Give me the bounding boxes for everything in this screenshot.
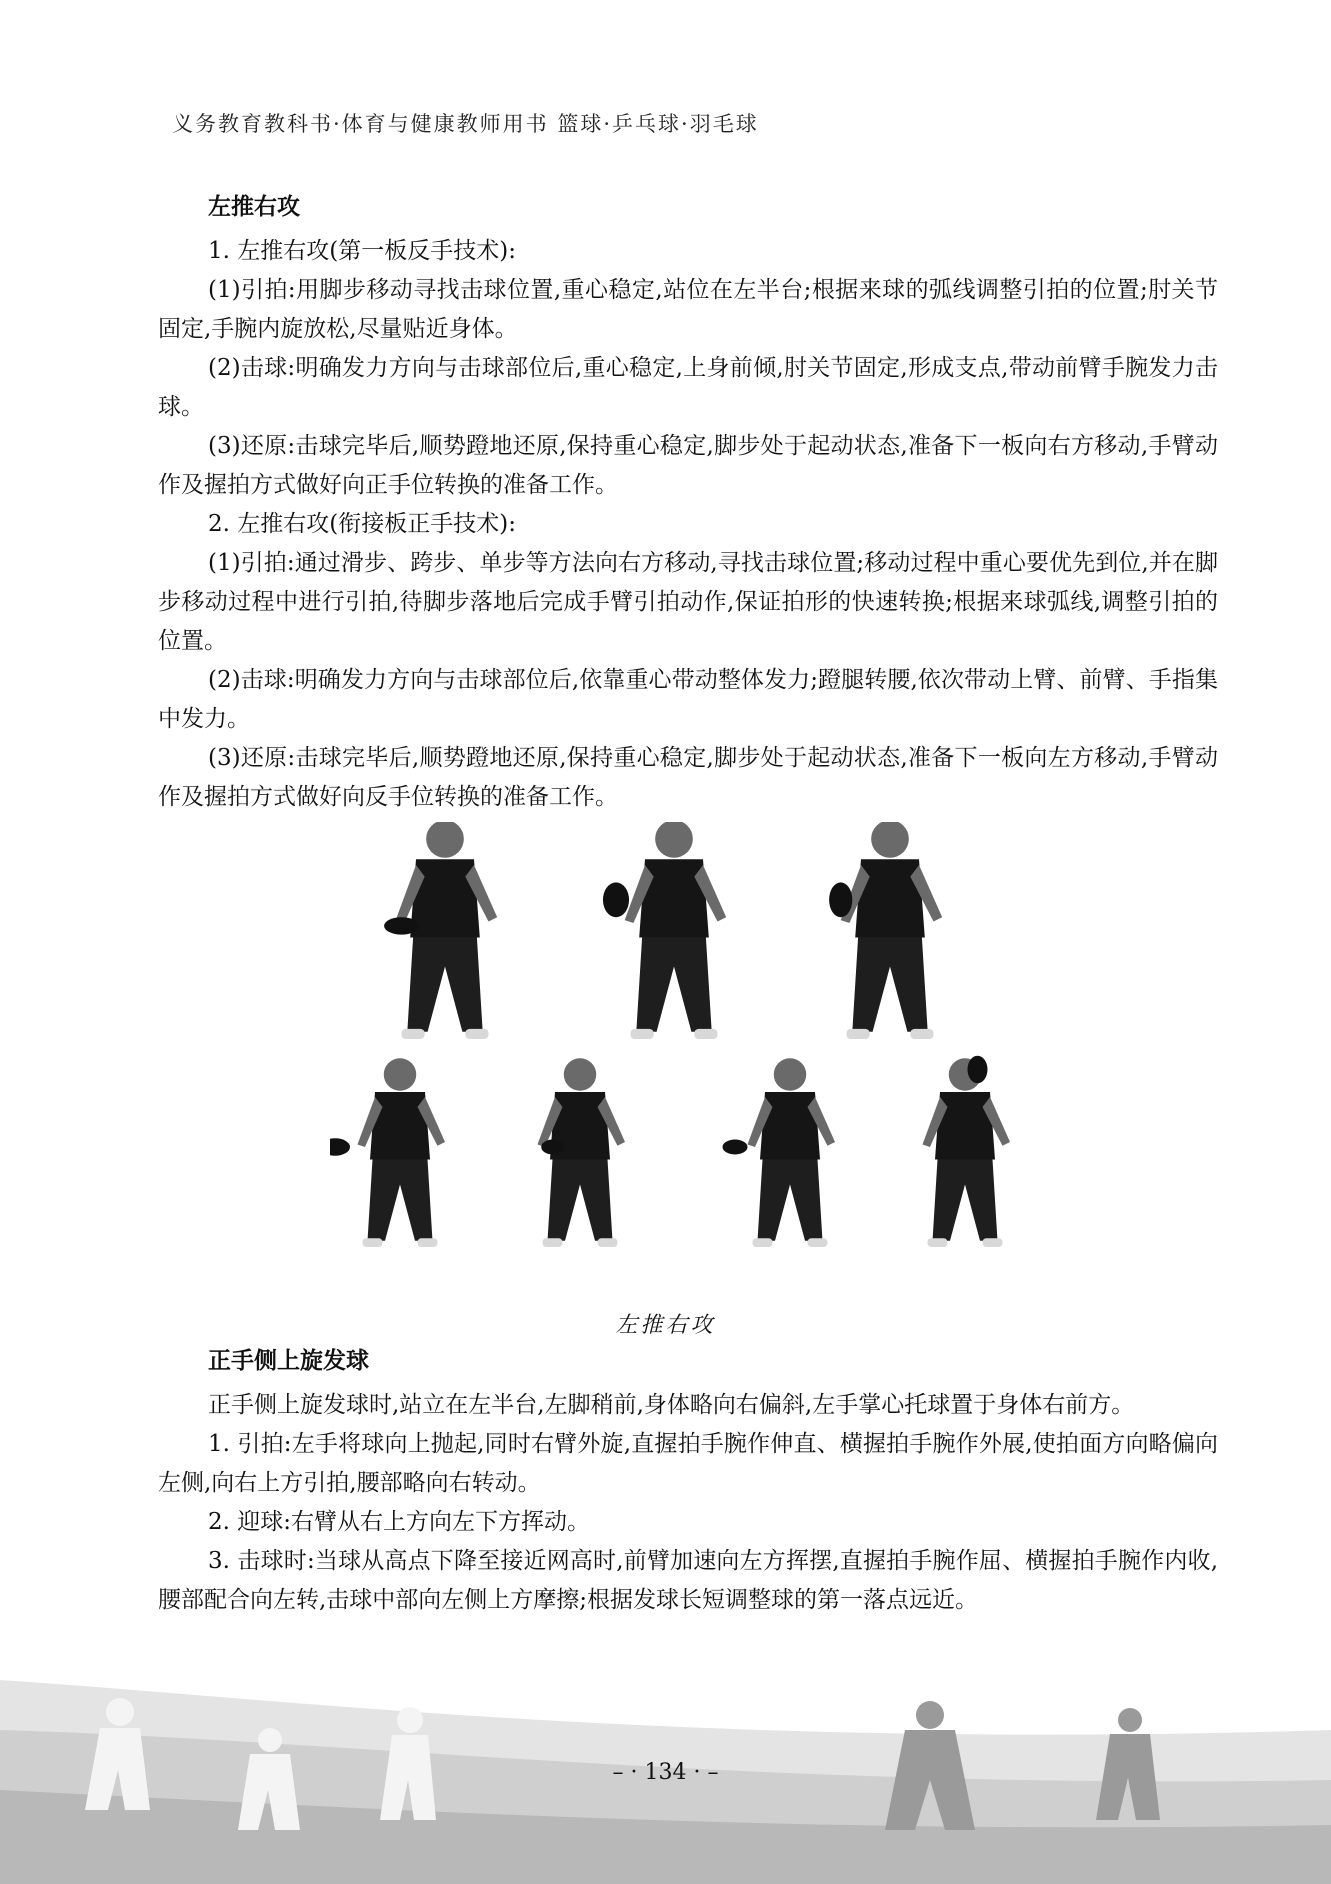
running-header: 义务教育教科书·体育与健康教师用书 篮球·乒乓球·羽毛球 [172, 112, 759, 136]
paragraph: (1)引拍:通过滑步、跨步、单步等方法向右方移动,寻找击球位置;移动过程中重心要优先到位,并在脚步移动过程中进行引拍,待脚步落地后完成手臂引拍动作,保证拍形的快速转换;根据来球弧线,调整引拍的位置。 [158, 550, 1218, 654]
player-figure [923, 1056, 1011, 1247]
section-left-push-right-attack [158, 192, 1218, 817]
page-number: – · 134 · – [612, 1760, 719, 1785]
paragraph: (2)击球:明确发力方向与击球部位后,重心稳定,上身前倾,肘关节固定,形成支点,带动前臂手腕发力击球。 [158, 355, 1218, 420]
section-title: 左推右攻 [208, 194, 300, 220]
paragraph: 2. 迎球:右臂从右上方向左下方挥动。 [208, 1509, 591, 1535]
paragraph: (3)还原:击球完毕后,顺势蹬地还原,保持重心稳定,脚步处于起动状态,准备下一板向左方移动,手臂动作及握拍方式做好向反手位转换的准备工作。 [158, 745, 1218, 810]
paragraph: 1. 左推右攻(第一板反手技术): [208, 238, 516, 264]
paragraph: (2)击球:明确发力方向与击球部位后,依靠重心带动整体发力;蹬腿转腰,依次带动上臂、前臂、手指集中发力。 [158, 667, 1218, 732]
paragraph: 1. 引拍:左手将球向上抛起,同时右臂外旋,直握拍手腕作伸直、横握拍手腕作外展,使拍面方向略偏向左侧,向右上方引拍,腰部略向右转动。 [158, 1431, 1218, 1496]
section-forehand-side-topspin-serve [158, 1346, 1218, 1620]
player-figure [829, 822, 942, 1039]
paragraph: (1)引拍:用脚步移动寻找击球位置,重心稳定,站位在左半台;根据来球的弧线调整引拍的位置;肘关节固定,手腕内旋放松,尽量贴近身体。 [158, 277, 1218, 342]
paragraph: (3)还原:击球完毕后,顺势蹬地还原,保持重心稳定,脚步处于起动状态,准备下一板向右方移动,手臂动作及握拍方式做好向正手位转换的准备工作。 [158, 433, 1218, 498]
player-figure [330, 1058, 445, 1247]
paragraph: 2. 左推右攻(衔接板正手技术): [208, 511, 516, 537]
section-title: 正手侧上旋发球 [208, 1348, 369, 1374]
player-figure [603, 822, 726, 1039]
player-figure [384, 822, 497, 1039]
paragraph: 正手侧上旋发球时,站立在左半台,左脚稍前,身体略向右偏斜,左手掌心托球置于身体右前方。 [208, 1392, 1135, 1418]
player-figure [723, 1058, 836, 1247]
figure-caption: 左推右攻 [615, 1313, 716, 1338]
technique-photo-sequence [330, 822, 1058, 1292]
player-figure [538, 1058, 626, 1247]
paragraph: 3. 击球时:当球从高点下降至接近网高时,前臂加速向左方挥摆,直握拍手腕作屈、横握拍手腕作内收,腰部配合向左转,击球中部向左侧上方摩擦;根据发球长短调整球的第一落点远近。 [158, 1548, 1218, 1613]
